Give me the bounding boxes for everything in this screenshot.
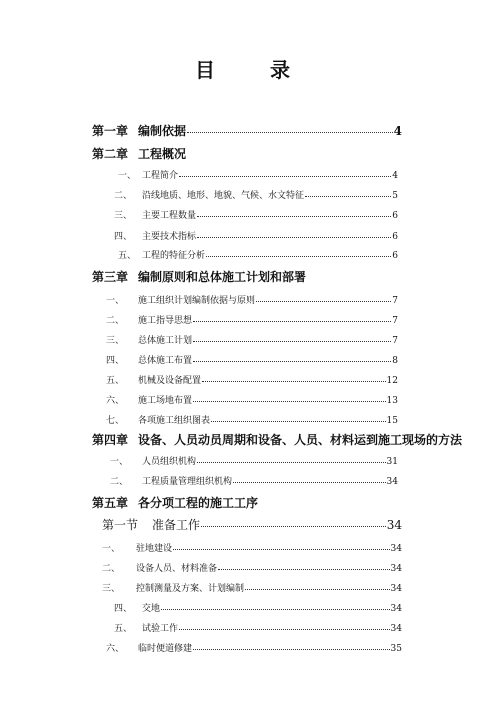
toc-entry-label: 设备、人员动员周期和设备、人员、材料运到施工现场的方法 (138, 433, 463, 447)
toc-dot-leader (218, 569, 390, 570)
toc-dot-leader (179, 629, 390, 630)
toc-entry-page: 34 (390, 564, 402, 574)
toc-entry-page: 13 (386, 396, 398, 406)
toc-entry[interactable] (106, 353, 398, 366)
toc-entry-number: 三、 (102, 584, 121, 594)
toc-entry[interactable] (106, 293, 398, 306)
title-char-2: 录 (270, 58, 292, 82)
toc-entry-label: 交地 (142, 604, 161, 614)
toc-entry-label: 各分项工程的施工工序 (138, 496, 259, 510)
title-char-1: 目 (195, 58, 217, 82)
toc-entry[interactable] (110, 474, 398, 487)
toc-entry-number: 第一节 (102, 518, 139, 532)
toc-entry[interactable] (106, 313, 398, 326)
toc-entry[interactable] (102, 581, 402, 594)
toc-entry-number: 三、 (114, 211, 133, 221)
toc-entry-page: 34 (390, 604, 402, 614)
toc-entry-page: 34 (390, 544, 402, 554)
toc-entry-label: 设备人员、材料准备 (136, 564, 218, 574)
toc-dot-leader (211, 421, 386, 422)
toc-entry-number: 二、 (110, 477, 129, 487)
toc-entry[interactable] (114, 208, 398, 221)
toc-entry-page: 4 (392, 171, 398, 181)
toc-entry-page: 4 (393, 124, 402, 138)
toc-dot-leader (206, 256, 391, 257)
toc-entry-label: 人员组织机构 (142, 457, 197, 467)
toc-entry-label: 总体施工计划 (138, 336, 193, 346)
toc-dot-leader (173, 549, 390, 550)
toc-entry-label: 试验工作 (142, 624, 179, 634)
toc-entry[interactable] (114, 601, 402, 614)
toc-dot-leader (256, 301, 391, 302)
toc-entry-label: 临时便道修建 (138, 644, 193, 654)
toc-entry-number: 六、 (106, 396, 125, 406)
toc-entry-page: 35 (390, 644, 402, 654)
toc-dot-leader (245, 589, 390, 590)
toc-entry-label: 施工组织计划编制依据与原则 (138, 296, 256, 306)
toc-entry-page: 15 (386, 416, 398, 426)
toc-entry[interactable] (102, 541, 402, 554)
toc-entry[interactable] (106, 393, 398, 406)
toc-entry-label: 主要技术指标 (142, 232, 197, 242)
toc-entry-page: 34 (390, 584, 402, 594)
toc-entry-number: 四、 (114, 604, 133, 614)
toc-entry-label: 总体施工布置 (138, 356, 193, 366)
toc-entry-number: 四、 (106, 356, 125, 366)
toc-entry-number: 六、 (106, 644, 125, 654)
toc-dot-leader (179, 176, 391, 177)
toc-entry[interactable] (92, 268, 402, 285)
toc-entry-label: 工程的特征分析 (142, 251, 206, 261)
toc-dot-leader (193, 341, 391, 342)
toc-entry-number: 二、 (102, 564, 121, 574)
toc-entry[interactable] (114, 188, 398, 201)
toc-entry-page: 31 (386, 457, 398, 467)
toc-dot-leader (193, 649, 390, 650)
toc-dot-leader (197, 237, 391, 238)
toc-entry-number: 一、 (118, 171, 137, 181)
toc-dot-leader (193, 401, 386, 402)
toc-entry-label: 沿线地质、地形、地貌、气候、水文特征 (142, 191, 305, 201)
toc-entry-number: 三、 (106, 336, 125, 346)
toc-entry-label: 控制测量及方案、计划编制 (136, 584, 245, 594)
toc-entry-number: 第五章 (92, 496, 129, 510)
toc-entry-number: 五、 (106, 376, 125, 386)
toc-dot-leader (305, 196, 391, 197)
toc-entry-label: 驻地建设 (136, 544, 173, 554)
toc-entry-number: 第三章 (92, 270, 129, 284)
toc-entry-number: 第二章 (92, 147, 129, 161)
toc-entry[interactable] (106, 641, 402, 654)
toc-entry-page: 6 (392, 232, 398, 242)
toc-entry[interactable] (118, 248, 398, 261)
toc-entry-label: 机械及设备配置 (138, 376, 202, 386)
toc-entry[interactable] (110, 454, 398, 467)
toc-entry-page: 8 (392, 356, 398, 366)
toc-entry-page: 5 (392, 191, 398, 201)
toc-entry-number: 二、 (114, 191, 133, 201)
toc-dot-leader (233, 482, 386, 483)
toc-entry[interactable] (118, 168, 398, 181)
toc-entry-number: 第一章 (92, 124, 129, 138)
toc-entry-label: 编制原则和总体施工计划和部署 (138, 270, 307, 284)
toc-entry-page: 12 (386, 376, 398, 386)
toc-entry-number: 五、 (114, 624, 133, 634)
toc-entry[interactable] (92, 431, 470, 448)
toc-entry-label: 工程质量管理组织机构 (142, 477, 233, 487)
toc-entry-label: 施工指导思想 (138, 316, 193, 326)
toc-entry[interactable] (106, 413, 398, 426)
toc-entry-number: 四、 (114, 232, 133, 242)
toc-dot-leader (197, 216, 391, 217)
toc-entry-label: 施工场地布置 (138, 396, 193, 406)
toc-entry-number: 一、 (110, 457, 129, 467)
toc-entry[interactable] (102, 561, 402, 574)
toc-dot-leader (193, 321, 391, 322)
toc-entry-number: 一、 (102, 544, 121, 554)
toc-entry-page: 34 (390, 624, 402, 634)
toc-entry[interactable] (106, 333, 398, 346)
toc-dot-leader (197, 462, 386, 463)
toc-entry[interactable] (114, 621, 402, 634)
toc-entry-number: 第四章 (92, 433, 129, 447)
toc-entry[interactable] (92, 122, 402, 139)
toc-entry-page: 34 (386, 477, 398, 487)
toc-entry-page: 7 (392, 336, 398, 346)
toc-dot-leader (201, 526, 386, 527)
toc-entry[interactable] (102, 516, 402, 533)
toc-dot-leader (187, 132, 393, 133)
toc-entry[interactable] (114, 229, 398, 242)
toc-entry-label: 主要工程数量 (142, 211, 197, 221)
toc-entry-number: 五、 (118, 251, 137, 261)
toc-entry-label: 编制依据 (138, 124, 187, 138)
toc-dot-leader (202, 381, 386, 382)
toc-entry-page: 34 (386, 518, 402, 532)
toc-entry-page: 7 (392, 296, 398, 306)
toc-entry[interactable] (92, 494, 402, 511)
toc-entry-number: 二、 (106, 316, 125, 326)
toc-entry-label: 各项施工组织图表 (138, 416, 211, 426)
toc-dot-leader (193, 361, 391, 362)
toc-entry-label: 准备工作 (152, 518, 201, 532)
toc-entry[interactable] (92, 145, 402, 162)
toc-entry-number: 一、 (106, 296, 125, 306)
toc-entry-label: 工程概况 (138, 147, 187, 161)
toc-entry-page: 6 (392, 251, 398, 261)
toc-entry[interactable] (106, 373, 398, 386)
toc-entry-page: 7 (392, 316, 398, 326)
toc-entry-page: 6 (392, 211, 398, 221)
toc-entry-number: 七、 (106, 416, 125, 426)
toc-dot-leader (161, 609, 390, 610)
toc-entry-label: 工程简介 (142, 171, 179, 181)
